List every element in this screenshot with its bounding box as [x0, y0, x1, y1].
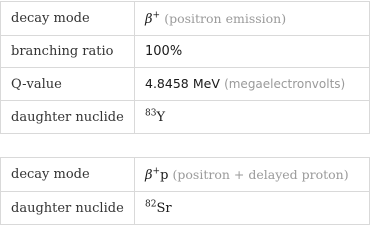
- table-row: [1, 2, 370, 36]
- decay-mode-note: (positron emission): [164, 10, 287, 26]
- q-value-unit: MeV: [192, 76, 220, 91]
- q-value-cell: [135, 68, 370, 101]
- q-value-number: 4.8458: [145, 76, 189, 91]
- table-row: [1, 101, 370, 134]
- row-label-daughter-nuclide: daughter nuclide: [1, 101, 135, 134]
- decay-mode-note: (positron + delayed proton): [172, 166, 349, 182]
- daughter-nuclide-value: [135, 101, 370, 134]
- q-value-unit-note: (megaelectronvolts): [224, 77, 346, 91]
- row-label-decay-mode: decay mode: [1, 2, 135, 36]
- beta-charge: +: [152, 166, 161, 177]
- table-row: [1, 68, 370, 101]
- table-row: [1, 36, 370, 68]
- beta-symbol: β: [145, 11, 153, 27]
- row-label-decay-mode: decay mode: [1, 158, 135, 192]
- branching-ratio-value: 100%: [135, 36, 370, 68]
- row-label-daughter-nuclide: daughter nuclide: [1, 192, 135, 225]
- row-label-q-value: Q-value: [1, 68, 135, 101]
- mass-number: 82: [145, 199, 157, 210]
- element-symbol: Y: [156, 109, 166, 125]
- row-label-branching-ratio: branching ratio: [1, 36, 135, 68]
- beta-charge: +: [152, 10, 161, 21]
- element-symbol: Sr: [156, 200, 172, 216]
- table-row: [1, 192, 370, 225]
- beta-symbol: β: [145, 167, 153, 183]
- decay-mode-value: [135, 158, 370, 192]
- decay-properties-table-secondary: [0, 157, 370, 225]
- decay-mode-value: [135, 2, 370, 36]
- table-row: [1, 158, 370, 192]
- daughter-nuclide-value: [135, 192, 370, 225]
- proton-symbol: p: [160, 167, 169, 183]
- decay-properties-table: [0, 1, 370, 134]
- mass-number: 83: [145, 108, 157, 119]
